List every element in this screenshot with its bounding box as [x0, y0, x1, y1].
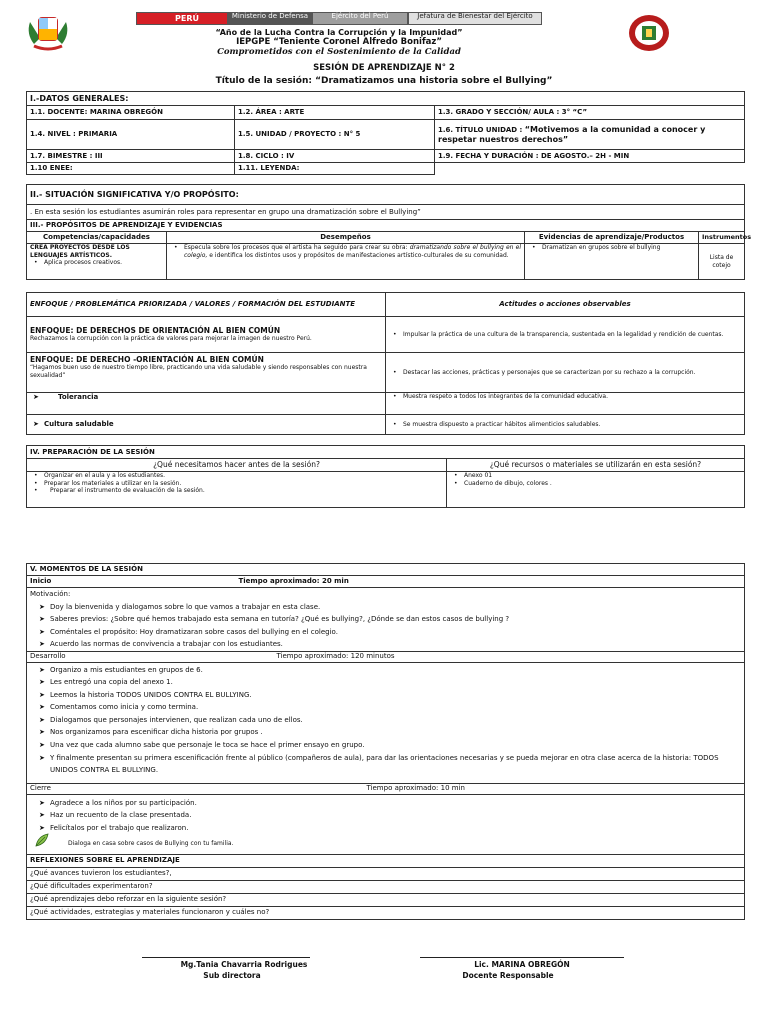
grado-cell: 1.3. GRADO Y SECCIÓN/ AULA : 3° “C” — [435, 106, 745, 120]
recursos-cell — [447, 472, 745, 508]
inicio-item: ➤ Saberes previos: ¿Sobre qué hemos trabajado esta semana en tutoría? ¿Qué es bullying?, ¿Dónde se dan estos casos de bullying ? — [36, 613, 741, 626]
nivel-cell: 1.4. NIVEL : PRIMARIA — [27, 120, 235, 150]
desarrollo-time: Tiempo aproximado: 120 minutos — [276, 652, 395, 661]
preparacion-q2: ¿Qué recursos o materiales se utilizarán en esta sesión? — [447, 459, 745, 472]
antes-cell — [27, 472, 447, 508]
fecha-cell: 1.9. FECHA Y DURACIÓN : DE AGOSTO.– 2H - MIN — [435, 150, 745, 163]
right-signer-name: Lic. MARINA OBREGÓN — [474, 960, 570, 969]
inicio-item: ➤ Coméntales el propósito: Hoy dramatizaran sobre casos del bullying en el colegio. — [36, 626, 741, 639]
desarrollo-item: ➤ Una vez que cada alumno sabe que personaje le toca se hace el primer ensayo en grupo. — [36, 739, 741, 752]
enfoque-2-text: “Hagamos buen uso de nuestro tiempo libre, practicando una vida saludable y siendo responsables con nuestra sexualidad” — [30, 364, 367, 379]
inicio-row — [27, 576, 745, 588]
ejercito-header-box: Ejército del Perú — [312, 12, 408, 25]
reflexion-item: ¿Qué aprendizajes debo reforzar en la siguiente sesión? — [27, 893, 745, 906]
titulo-unidad-cell — [435, 120, 745, 150]
left-signer-name: Mg.Tania Chavarria Rodrigues — [180, 960, 308, 969]
actitudes-heading: Actitudes o acciones observables — [386, 293, 745, 317]
peru-header-box: PERÚ — [136, 12, 228, 25]
enee-cell: 1.10 ENEE: — [27, 163, 235, 175]
desarrollo-row — [27, 651, 745, 662]
desarrollo-item: ➤ Leemos la historia TODOS UNIDOS CONTRA EL BULLYING. — [36, 689, 741, 702]
desempeno-part-c: e identifica los distintos usos y propósitos de manifestaciones artístico-culturales de su comunidad. — [209, 251, 509, 259]
year-name-text: “Año de la Lucha Contra la Corrupción y la Impunidad” — [215, 28, 463, 37]
desarrollo-label: Desarrollo — [30, 652, 66, 661]
enfoque-2-action-cell — [386, 353, 745, 393]
cierre-item: ➤ Felicítalos por el trabajo que realizaron. — [36, 822, 741, 835]
ciclo-cell: 1.8. CICLO : IV — [235, 150, 435, 163]
propositos-heading: III.- PROPÓSITOS DE APRENDIZAJE Y EVIDENCIAS — [27, 220, 745, 232]
right-signature-line — [420, 957, 624, 958]
valor-2-action: • Se muestra dispuesto a practicar hábitos alimenticios saludables. — [389, 421, 741, 429]
desempeno-cell — [167, 244, 525, 280]
school-crest-logo — [626, 12, 672, 54]
cierre-content — [27, 794, 745, 854]
right-signer-role: Docente Responsable — [462, 971, 554, 980]
desempeno-item — [170, 244, 521, 259]
preparacion-heading: IV. PREPARACIÓN DE LA SESIÓN — [27, 446, 745, 459]
desarrollo-item: ➤ Organizo a mis estudiantes en grupos de 6. — [36, 664, 741, 677]
evidencia-cell — [525, 244, 699, 280]
enfoque-1-text: Rechazamos la corrupción con la práctica de valores para mejorar la imagen de nuestro Perú. — [30, 335, 312, 343]
inicio-item: ➤ Doy la bienvenida y dialogamos sobre lo que vamos a trabajar en esta clase. — [36, 601, 741, 614]
titulo-unidad-label: 1.6. TÍTULO UNIDAD : — [438, 125, 523, 134]
competencia-text: CREA PROYECTOS DESDE LOS LENGUAJES ARTÍSTICOS. — [30, 244, 130, 259]
bimestre-cell: 1.7. BIMESTRE : III — [27, 150, 235, 163]
valor-2-action-cell — [386, 415, 745, 435]
antes-item: • Organizar en el aula y a los estudiantes. — [30, 472, 443, 480]
left-signature-line — [142, 957, 310, 958]
enfoque-1-action-cell — [386, 317, 745, 353]
valor-1-cell — [27, 393, 386, 415]
titulo-unidad-value: “Motivemos a la comunidad a conocer y respetar nuestros derechos” — [438, 124, 706, 144]
enfoque-1-action: • Impulsar la práctica de una cultura de la transparencia, sustentada en la legalidad y rendición de cuentas. — [389, 331, 741, 339]
enfoque-2-action: • Destacar las acciones, prácticas y personajes que se caracterizan por su rechazo a la corrupción. — [389, 369, 741, 377]
valor-1: ➤ Tolerancia — [30, 393, 382, 402]
cierre-label: Cierre — [30, 784, 51, 793]
leyenda-cell: 1.11. LEYENDA: — [235, 163, 435, 175]
enfoque-1-cell — [27, 317, 386, 353]
session-subtitle: Título de la sesión: “Dramatizamos una historia sobre el Bullying” — [215, 76, 553, 86]
unidad-cell: 1.5. UNIDAD / PROYECTO : N° 5 — [235, 120, 435, 150]
inicio-time: Tiempo aproximado: 20 min — [238, 577, 349, 586]
capacidad-item: • Aplica procesos creativos. — [30, 259, 163, 267]
momentos-heading: V. MOMENTOS DE LA SESIÓN — [27, 564, 745, 576]
leaf-icon — [34, 832, 50, 854]
situacion-text: . En esta sesión los estudiantes asumirán roles para representar en grupo una dramatización sobre el Bullying” — [27, 205, 745, 220]
preparacion-table — [26, 445, 745, 508]
competencia-cell — [27, 244, 167, 280]
valor-1-action: • Muestra respeto a todos los integrantes de la comunidad educativa. — [389, 393, 741, 401]
desarrollo-item: ➤ Y finalmente presentan su primera escenificación frente al público (compañeros de aula), para dar las orientaciones necesarias y se pueda mejorar en otra clase acerca de la historia: TODOS UNIDOS CONTRA EL BULLYING. — [36, 752, 741, 777]
cierre-item: ➤ Haz un recuento de la clase presentada. — [36, 809, 741, 822]
valor-1-action-cell — [386, 393, 745, 415]
col-evidencias: Evidencias de aprendizaje/Productos — [525, 232, 699, 244]
enfoque-2-title: ENFOQUE: DE DERECHO -ORIENTACIÓN AL BIEN COMÚN — [30, 355, 264, 364]
cierre-item: ➤ Agradece a los niños por su participación. — [36, 797, 741, 810]
left-signer-role: Sub directora — [203, 971, 261, 980]
reflexion-item: ¿Qué avances tuvieron los estudiantes?, — [27, 867, 745, 880]
antes-item: • Preparar los materiales a utilizar en la sesión. — [30, 480, 443, 488]
desarrollo-item: ➤ Nos organizamos para escenificar dicha historia por grupos . — [36, 726, 741, 739]
school-name-text: IEPGPE “Teniente Coronel Alfredo Bonifaz” — [236, 37, 442, 47]
enfoques-heading: ENFOQUE / PROBLEMÁTICA PRIORIZADA / VALORES / FORMACIÓN DEL ESTUDIANTE — [27, 293, 386, 317]
casa-row — [30, 838, 741, 851]
recurso-item: • Cuaderno de dibujo, colores . — [450, 480, 741, 488]
desempeno-part-b: dramatizando sobre el bullying en el colegio, — [184, 244, 522, 259]
enfoque-1-title: ENFOQUE: DE DERECHOS DE ORIENTACIÓN AL BIEN COMÚN — [30, 326, 281, 336]
desarrollo-content — [27, 662, 745, 783]
motivacion-label: Motivación: — [30, 590, 71, 598]
reflexion-item: ¿Qué dificultades experimentaron? — [27, 880, 745, 893]
reflexiones-heading: REFLEXIONES SOBRE EL APRENDIZAJE — [27, 854, 745, 867]
col-competencias: Competencias/capacidades — [27, 232, 167, 244]
reflexion-item: ¿Qué actividades, estrategias y materiales funcionaron y cuáles no? — [27, 906, 745, 919]
datos-heading: I.-DATOS GENERALES: — [27, 92, 745, 106]
enfoque-2-cell — [27, 353, 386, 393]
propositos-table — [26, 184, 752, 280]
desarrollo-item: ➤ Les entregó una copia del anexo 1. — [36, 676, 741, 689]
peru-coat-of-arms-logo — [26, 12, 70, 52]
antes-item: • Preparar el instrumento de evaluación de la sesión. — [30, 487, 443, 495]
docente-cell: 1.1. DOCENTE: MARINA OBREGÓN — [27, 106, 235, 120]
valor-2-cell — [27, 415, 386, 435]
col-instrumentos: Instrumentos — [699, 232, 745, 244]
area-cell: 1.2. ÁREA : ARTE — [235, 106, 435, 120]
casa-text: Dialoga en casa sobre casos de Bullying con tu familia. — [68, 840, 234, 847]
cierre-row — [27, 783, 745, 794]
motto-text: Comprometidos con el Sostenimiento de la Calidad — [217, 47, 461, 57]
cierre-time: Tiempo aproximado: 10 min — [366, 784, 465, 793]
session-title: SESIÓN DE APRENDIZAJE N° 2 — [313, 63, 455, 73]
datos-generales-table — [26, 91, 745, 175]
inicio-item: ➤ Acuerdo las normas de convivencia a trabajar con los estudiantes. — [36, 638, 741, 651]
momentos-table — [26, 563, 745, 920]
evidencia-item: • Dramatizan en grupos sobre el bullying — [528, 244, 695, 252]
recurso-item: • Anexo 01 — [450, 472, 741, 480]
enfoques-table — [26, 292, 745, 435]
instrumento-cell: Lista de cotejo — [699, 244, 745, 280]
situacion-heading: II.- SITUACIÓN SIGNIFICATIVA Y/O PROPÓSITO: — [27, 185, 745, 205]
desempeno-part-a: Especula sobre los procesos que el artista ha seguido para crear su obra: — [184, 244, 410, 251]
col-desempenos: Desempeños — [167, 232, 525, 244]
desarrollo-item: ➤ Comentamos como inicia y como termina. — [36, 701, 741, 714]
inicio-label: Inicio — [30, 577, 52, 586]
jefatura-header-box: Jefatura de Bienestar del Ejército — [408, 12, 542, 25]
ministerio-header-box: Ministerio de Defensa — [228, 12, 312, 25]
valor-2: ➤ Cultura saludable — [30, 420, 382, 429]
inicio-content — [27, 588, 745, 652]
preparacion-q1: ¿Qué necesitamos hacer antes de la sesión? — [27, 459, 447, 472]
desarrollo-item: ➤ Dialogamos que personajes intervienen, que realizan cada uno de ellos. — [36, 714, 741, 727]
